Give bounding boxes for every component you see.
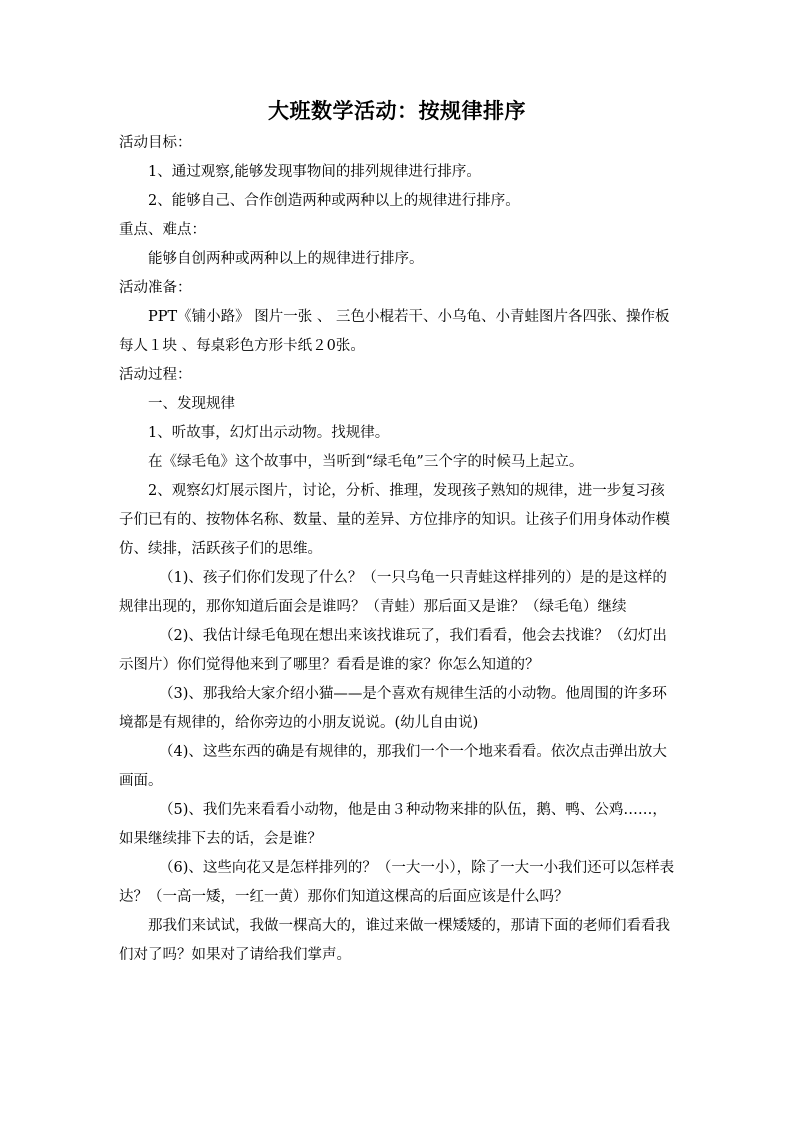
heading-goals: 活动目标： <box>119 135 192 151</box>
process-sub-6: （6)、这些向花又是怎样排列的？（一大一小），除了一大一小我们还可以怎样表达？（一高一矮，一红一黄）那你们知道这棵高的后面应该是什么吗？ <box>119 860 675 905</box>
process-step-1: 1、听故事，幻灯出示动物。找规律。 <box>148 425 390 441</box>
document-title: 大班数学活动：按规律排序 <box>268 98 526 123</box>
goal-item-2: 2、能够自己、合作创造两种或两种以上的规律进行排序。 <box>148 193 520 209</box>
process-closing: 那我们来试试，我做一棵高大的，谁过来做一棵矮矮的，那请下面的老师们看看我们对了吗？如果对了请给我们掌声。 <box>119 918 670 963</box>
process-section-1: 一、发现规律 <box>148 396 235 412</box>
document-body <box>119 129 675 970</box>
goal-item-1: 1、通过观察,能够发现事物间的排列规律进行排序。 <box>148 164 481 180</box>
process-sub-4: （4)、这些东西的确是有规律的，那我们一个一个地来看看。依次点击弹出放大画面。 <box>119 744 667 789</box>
process-step-2: 2、观察幻灯展示图片，讨论，分析、推理，发现孩子熟知的规律，进一步复习孩子们已有的、按物体名称、数量、量的差异、方位排序的知识。让孩子们用身体动作模仿、续排，活跃孩子们的思维。 <box>119 483 670 557</box>
preparation-text: PPT《铺小路》 图片一张 、 三色小棍若干、小乌龟、小青蛙图片各四张、操作板每人１块 、每桌彩色方形卡纸２0张。 <box>119 309 670 354</box>
heading-process: 活动过程： <box>119 367 192 383</box>
heading-key-points: 重点、难点： <box>119 222 206 238</box>
heading-preparation: 活动准备： <box>119 280 192 296</box>
process-sub-3: （3)、那我给大家介绍小猫——是个喜欢有规律生活的小动物。他周围的许多环境都是有规律的，给你旁边的小朋友说说。(幼儿自由说) <box>119 686 667 731</box>
process-sub-1: （1)、孩子们你们发现了什么？（一只乌龟一只青蛙这样排列的）是的是这样的规律出现的，那你知道后面会是谁吗？（青蛙）那后面又是谁？（绿毛龟）继续 <box>119 570 667 615</box>
process-step-1-detail: 在《绿毛龟》这个故事中，当听到“绿毛龟”三个字的时候马上起立。 <box>148 454 584 470</box>
key-points-text: 能够自创两种或两种以上的规律进行排序。 <box>148 251 424 267</box>
process-sub-2: （2)、我估计绿毛龟现在想出来该找谁玩了，我们看看，他会去找谁？（幻灯出示图片）你们觉得他来到了哪里？看看是谁的家？你怎么知道的？ <box>119 628 667 673</box>
process-sub-5: （5)、我们先来看看小动物，他是由３种动物来排的队伍，鹅、鸭、公鸡……，如果继续排下去的话，会是谁？ <box>119 802 667 847</box>
